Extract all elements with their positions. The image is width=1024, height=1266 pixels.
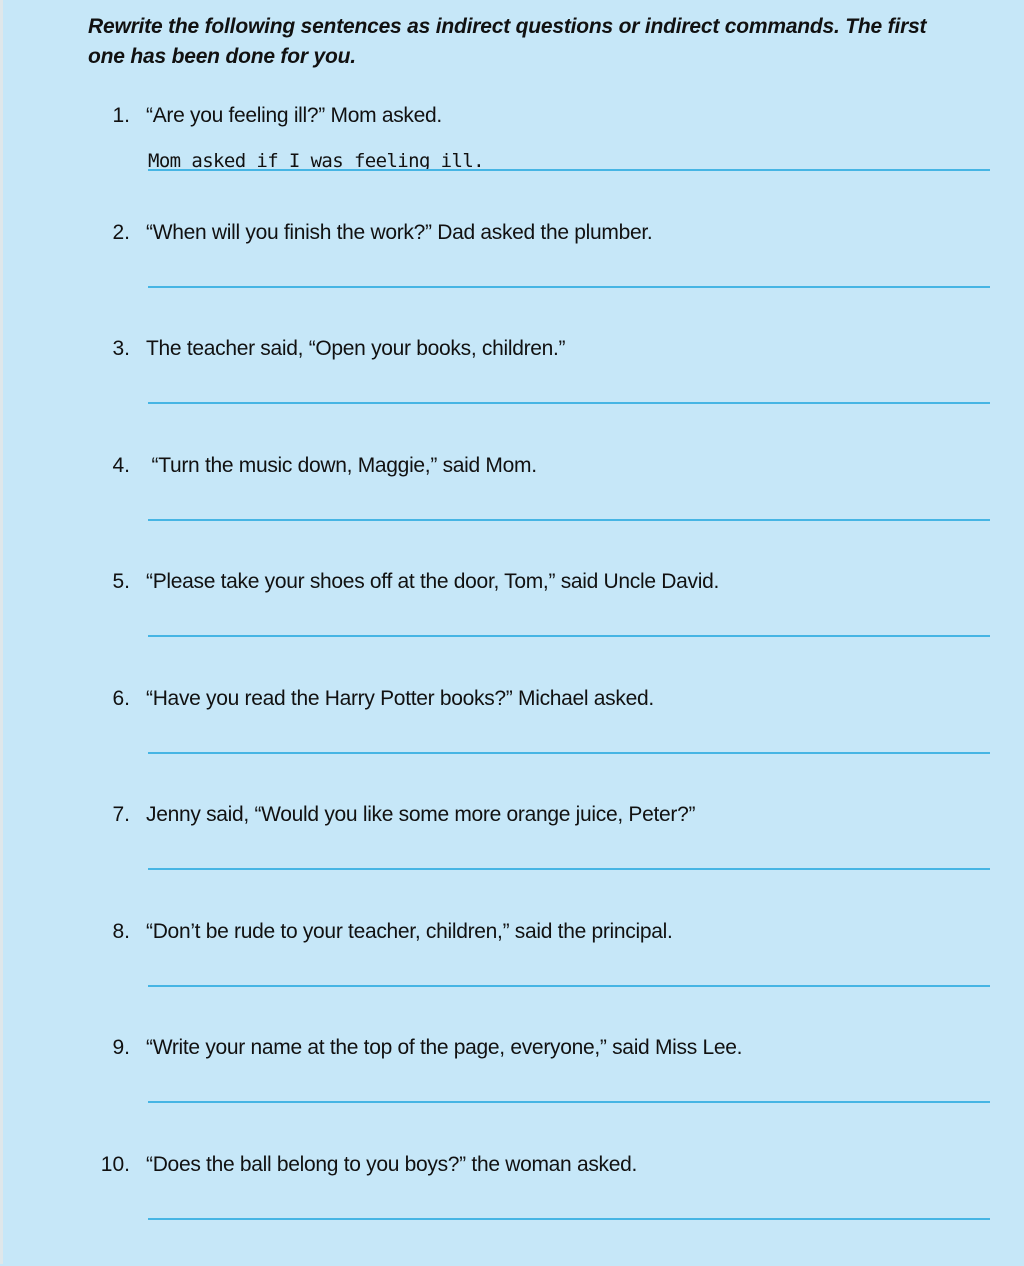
question-text: “When will you finish the work?” Dad asked the plumber. — [146, 221, 653, 244]
question-7 — [0, 800, 1024, 916]
instructions-line-2: one has been done for you. — [88, 45, 356, 68]
question-number: 9. — [112, 1036, 130, 1059]
instructions — [88, 12, 1008, 72]
answer-line[interactable] — [148, 1101, 990, 1103]
question-6 — [0, 684, 1024, 800]
question-number: 5. — [112, 570, 130, 593]
question-text: “Write your name at the top of the page, everyone,” said Miss Lee. — [146, 1036, 743, 1059]
question-number: 6. — [112, 687, 130, 710]
question-3 — [0, 334, 1024, 450]
answer-line[interactable] — [148, 752, 990, 754]
question-5 — [0, 567, 1024, 683]
question-text: “Does the ball belong to you boys?” the woman asked. — [146, 1153, 638, 1176]
question-10 — [0, 1150, 1024, 1266]
question-text: The teacher said, “Open your books, children.” — [146, 337, 566, 360]
question-9 — [0, 1033, 1024, 1149]
question-number: 10. — [100, 1153, 130, 1176]
question-number: 4. — [112, 454, 130, 477]
example-answer-text: Mom asked if I was feeling ill. — [148, 150, 485, 172]
question-text: “Have you read the Harry Potter books?” Michael asked. — [146, 687, 654, 710]
question-number: 1. — [112, 104, 130, 127]
instructions-line-1: Rewrite the following sentences as indirect questions or indirect commands. The first — [88, 15, 927, 38]
answer-line[interactable] — [148, 402, 990, 404]
answer-line[interactable] — [148, 868, 990, 870]
question-text: “Are you feeling ill?” Mom asked. — [146, 104, 442, 127]
question-number: 2. — [112, 221, 130, 244]
question-4 — [0, 451, 1024, 567]
answer-line[interactable] — [148, 519, 990, 521]
question-number: 7. — [112, 803, 130, 826]
question-number: 3. — [112, 337, 130, 360]
question-text: “Turn the music down, Maggie,” said Mom. — [146, 454, 537, 477]
question-text: “Please take your shoes off at the door, Tom,” said Uncle David. — [146, 570, 720, 593]
question-number: 8. — [112, 920, 130, 943]
answer-line[interactable] — [148, 985, 990, 987]
question-8 — [0, 917, 1024, 1033]
answer-line[interactable] — [148, 1218, 990, 1220]
question-1 — [0, 101, 1024, 217]
question-text: Jenny said, “Would you like some more orange juice, Peter?” — [146, 803, 696, 826]
answer-line[interactable] — [148, 635, 990, 637]
question-text: “Don’t be rude to your teacher, children,” said the principal. — [146, 920, 673, 943]
question-2 — [0, 218, 1024, 334]
answer-line[interactable] — [148, 169, 990, 171]
answer-line[interactable] — [148, 286, 990, 288]
